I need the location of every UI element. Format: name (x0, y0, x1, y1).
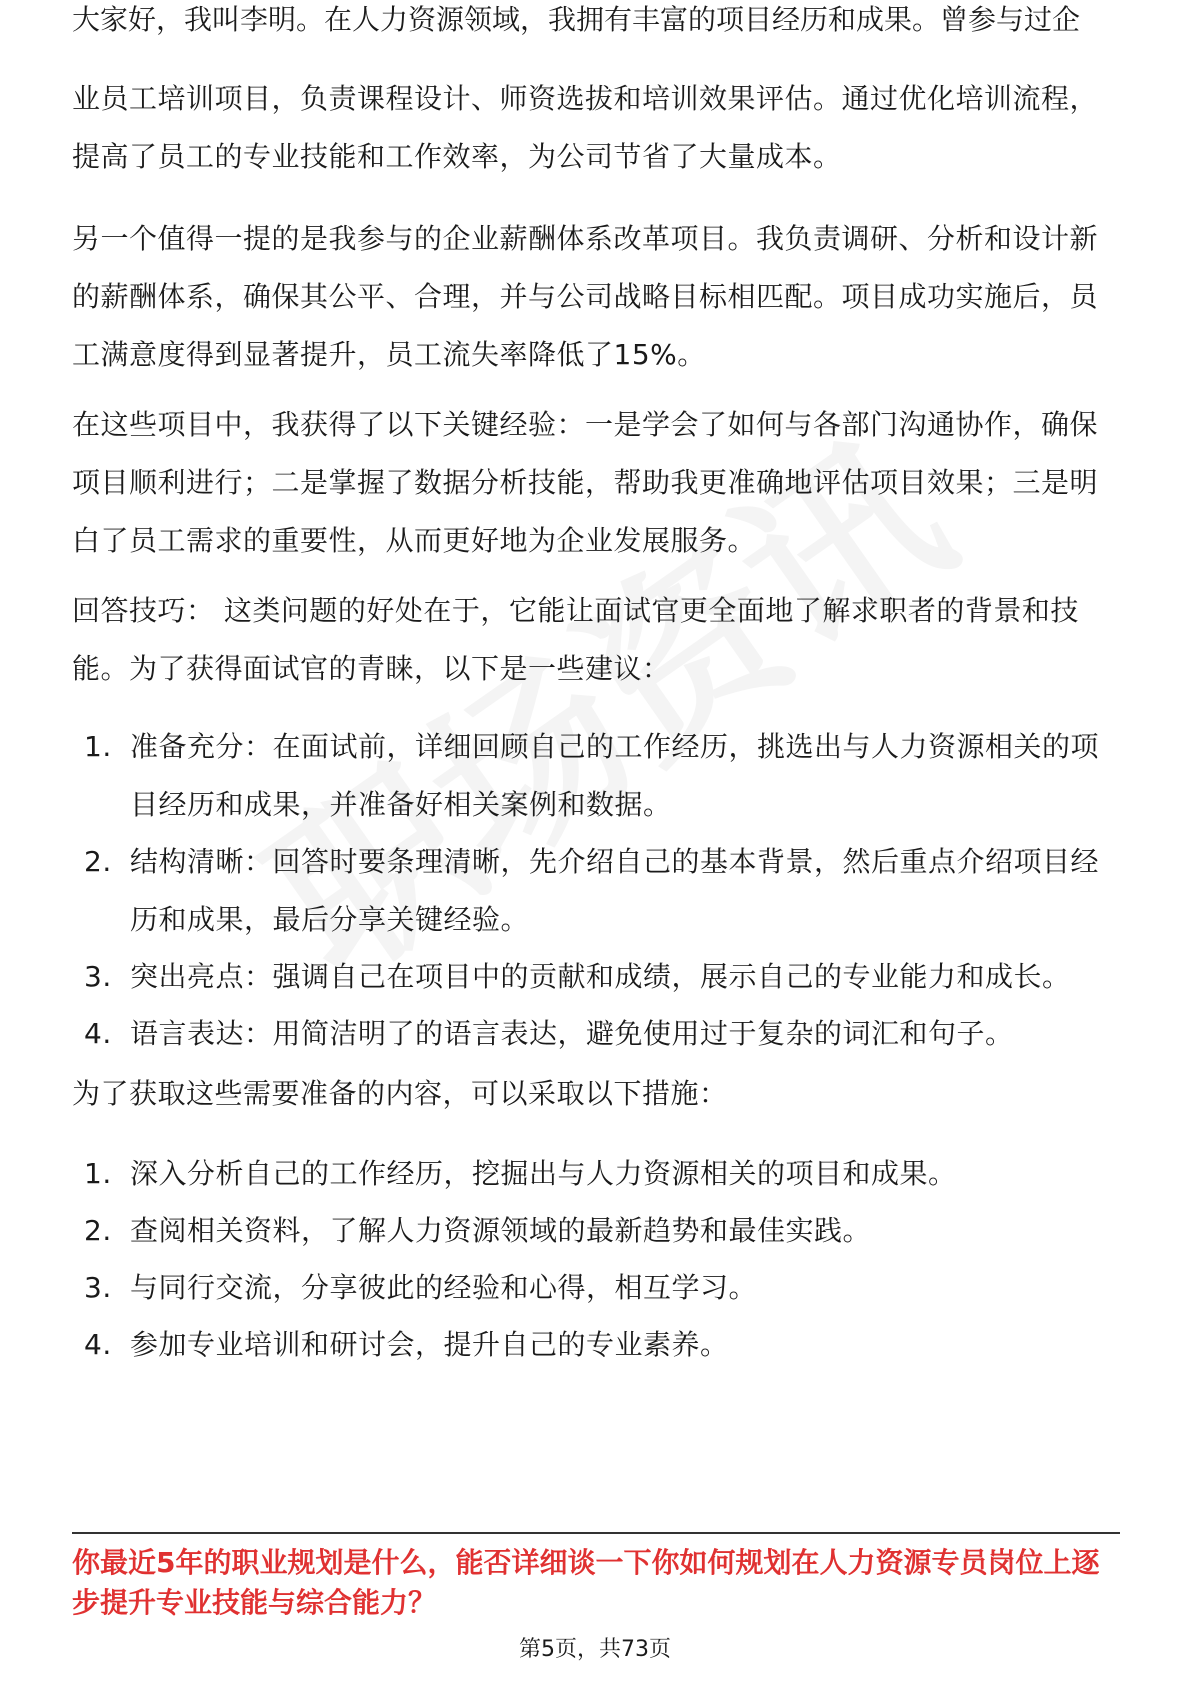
paragraph-salary-project: 另一个值得一提的是我参与的企业薪酬体系改革项目。我负责调研、分析和设计新的薪酬体系，确保其公平、合理，并与公司战略目标相匹配。项目成功实施后，员工满意度得到显著提升，员工流失率降低了15%。 (72, 222, 1099, 371)
paragraph-key-experience: 在这些项目中，我获得了以下关键经验：一是学会了如何与各部门沟通协作，确保项目顺利进行；二是掌握了数据分析技能，帮助我更准确地评估项目效果；三是明白了员工需求的重要性，从而更好地为企业发展服务。 (72, 408, 1099, 557)
paragraph-answer-tips: 回答技巧： 这类问题的好处在于，它能让面试官更全面地了解求职者的背景和技能。为了获得面试官的青睐，以下是一些建议： (72, 594, 1079, 685)
list-item: 1. 深入分析自己的工作经历，挖掘出与人力资源相关的项目和成果。 (84, 1157, 957, 1190)
list-item: 1. 准备充分：在面试前，详细回顾自己的工作经历，挑选出与人力资源相关的项目经历和成果，并准备好相关案例和数据。 (84, 730, 1100, 821)
cut-off-text-line (72, 3, 1120, 48)
page-number: 第5页，共73页 (519, 1637, 671, 1662)
cut-off-text: 大家好，我叫李明。在人力资源领域，我拥有丰富的项目经历和成果。曾参与过企 (72, 3, 1081, 36)
section-divider (72, 1532, 1120, 1534)
paragraph-training-project: 业员工培训项目，负责课程设计、师资选拔和培训效果评估。通过优化培训流程，提高了员工的专业技能和工作效率，为公司节省了大量成本。 (72, 82, 1099, 173)
list-item: 3. 突出亮点：强调自己在项目中的贡献和成绩，展示自己的专业能力和成长。 (84, 960, 1071, 993)
question-heading: 你最近5年的职业规划是什么，能否详细谈一下你如何规划在人力资源专员岗位上逐步提升专业技能与综合能力？ (72, 1546, 1100, 1619)
list-item: 4. 语言表达：用简洁明了的语言表达，避免使用过于复杂的词汇和句子。 (84, 1017, 1014, 1050)
list-item: 3. 与同行交流，分享彼此的经验和心得，相互学习。 (84, 1271, 758, 1304)
list-item: 2. 查阅相关资料，了解人力资源领域的最新趋势和最佳实践。 (84, 1214, 872, 1247)
list-item: 2. 结构清晰：回答时要条理清晰，先介绍自己的基本背景，然后重点介绍项目经历和成果，最后分享关键经验。 (84, 845, 1100, 936)
tips-list (84, 718, 1120, 1062)
measures-list (84, 1145, 1120, 1373)
list-item: 4. 参加专业培训和研讨会，提升自己的专业素养。 (84, 1328, 729, 1361)
paragraph-measures-intro: 为了获取这些需要准备的内容，可以采取以下措施： (72, 1077, 728, 1110)
